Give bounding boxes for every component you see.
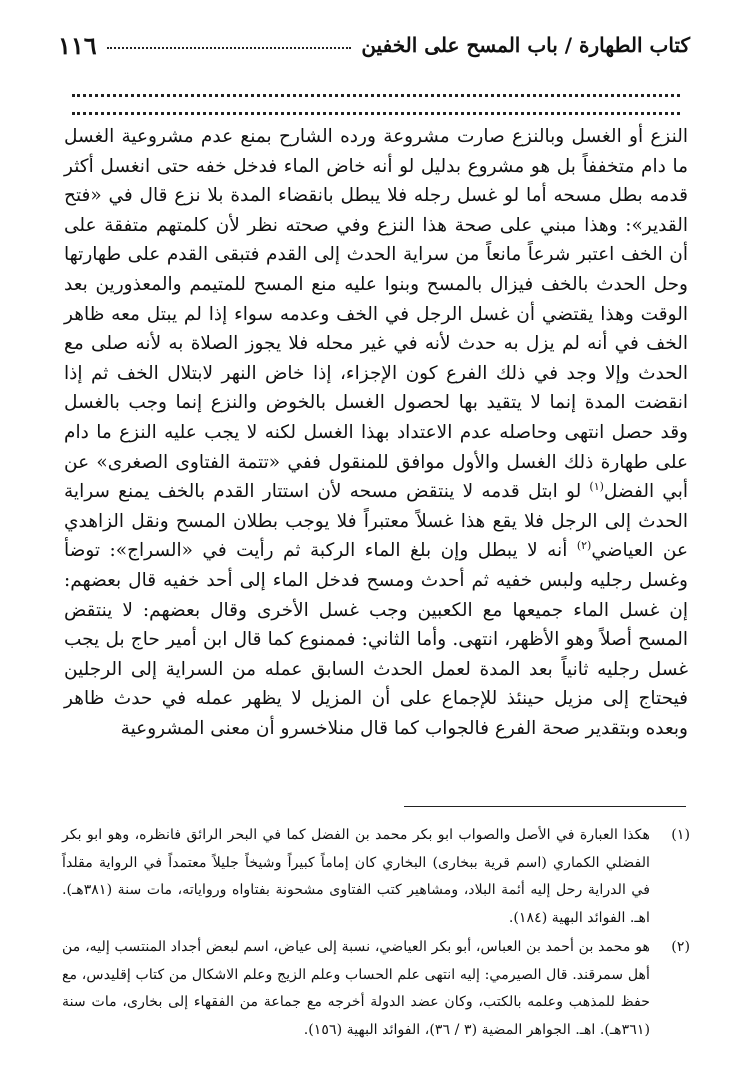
footnotes [62, 822, 690, 1046]
footnote-ref-1[interactable]: (١) [589, 479, 604, 493]
footnote-1 [62, 822, 690, 932]
footnote-2 [62, 934, 690, 1044]
header-dotted-rule [107, 47, 352, 49]
body-text-part2: لو ابتل قدمه لا ينتقض مسحه لأن استتار القدم بالخف يمنع سراية الحدث إلى الرجل فلا يقع هذا غسلاً معتبراً فلا يوجب بطلان المسح ونقل الزاهدي عن العياضي [64, 481, 688, 562]
main-text [64, 122, 688, 743]
footnote-text: هو محمد بن أحمد بن العباس، أبو بكر العياضي، نسبة إلى عياض، اسم لبعض أجداد المنتسب إليه، من أهل سمرقند. قال الصيرمي: إليه انتهى علم الحساب وعلم الزيج وعلم الاشكال من كتاب إقليدس، مع حفظ للمذهب وعلمه بالكتب، وكان عضد الدولة أخرجه مع جماعة من الفقهاء إلى بخارى، مات سنة (٣٦١هـ). اهـ. الجواهر المضية (٣ / ٣٦)، الفوائد البهية (١٥٦). [62, 939, 650, 1038]
footnote-ref-2[interactable]: (٢) [576, 539, 592, 553]
body-paragraph [64, 122, 688, 743]
body-text-part3: أنه لا يبطل وإن بلغ الماء الركبة ثم رأيت في «السراج»: توضأ وغسل رجليه ولبس خفيه ثم أحدث ومسح فدخل الماء إلى أحد خفيه قال بعضهم: إن غسل الماء جميعها مع الكعبين وجب غسل الأخرى وقال بعضهم: لا ينتقض المسح أصلاً وهو الأظهر، انتهى. وأما الثاني: فممنوع كما قال ابن أمير حاج بل يجب غسل رجليه ثانياً بعد المدة لعمل الحدث السابق عمله من السراية إلى الرجلين فيحتاج إلى مزيل حينئذ للإجماع على أن المزيل لا يظهر عمله في حدث ظاهر وبعده وبتقدير صحة الفرع فالجواب كما قال منلاخسرو أن معنى المشروعية [64, 540, 688, 739]
footnote-number: (٢) [671, 939, 690, 955]
footnote-text: هكذا العبارة في الأصل والصواب ابو بكر محمد بن الفضل كما في البحر الرائق فانظره، وهو ابو بكر الفضلي الكماري (اسم قرية ببخارى) البخاري كان إماماً كبيراً وشيخاً جليلاً معتمداً في الرواية مقلداً في الدراية رحل إليه أئمة البلاد، ومشاهير كتب الفتاوى مشحونة بفتاواه ورواياته، مات سنة (٣٨١هـ). اهـ. الفوائد البهية (١٨٤). [62, 827, 650, 926]
footnote-number: (١) [671, 827, 690, 843]
page-header [58, 28, 690, 62]
ornamental-rule-top [72, 94, 680, 97]
ornamental-rule-bottom [72, 112, 680, 115]
running-title: كتاب الطهارة / باب المسح على الخفين [361, 33, 690, 57]
page-number: ١١٦ [58, 30, 97, 60]
body-text-part1: النزع أو الغسل وبالنزع صارت مشروعة ورده الشارح بمنع عدم مشروعية الغسل ما دام متخففاً بل هو مشروع بدليل لو أنه خاض الماء فدخل خفه حتى انغسل أكثر قدمه بطل مسحه أما لو غسل رجله فلا يبطل بانقضاء المدة بلا نزع قال في «فتح القدير»: وهذا مبني على صحة هذا النزع وفي صحته نظر لأن كلمتهم متفقة على أن الخف اعتبر شرعاً مانعاً من سراية الحدث إلى القدم فتبقى القدم على طهارتها وحل الحدث بالخف فيزال بالمسح وبنوا عليه منع المسح للمتيمم والمعذورين بعد الوقت وهذا يقتضي أن غسل الرجل في الخف وعدمه سواء إذا لم يبتل معه ظاهر الخف في أنه لم يزل به حدث لأنه في غير محله فلا يجوز الصلاة به لأنه صلى مع الحدث وإلا وجد في ذلك الفرع كون الإجزاء، إذا خاض النهر لابتلال الخف ثم إذا انقضت المدة إنما لا يتقيد بها لحصول الغسل بالخوض والنزع إنما وجب بالغسل وقد حصل انتهى وحاصله عدم الاعتداد بهذا الغسل لكنه لا يجب عليه النزع ما دام على طهارة ذلك الغسل والأول موافق للمنقول ففي «تتمة الفتاوى الصغرى» عن أبي الفضل [64, 126, 689, 503]
footnote-separator [404, 806, 686, 807]
